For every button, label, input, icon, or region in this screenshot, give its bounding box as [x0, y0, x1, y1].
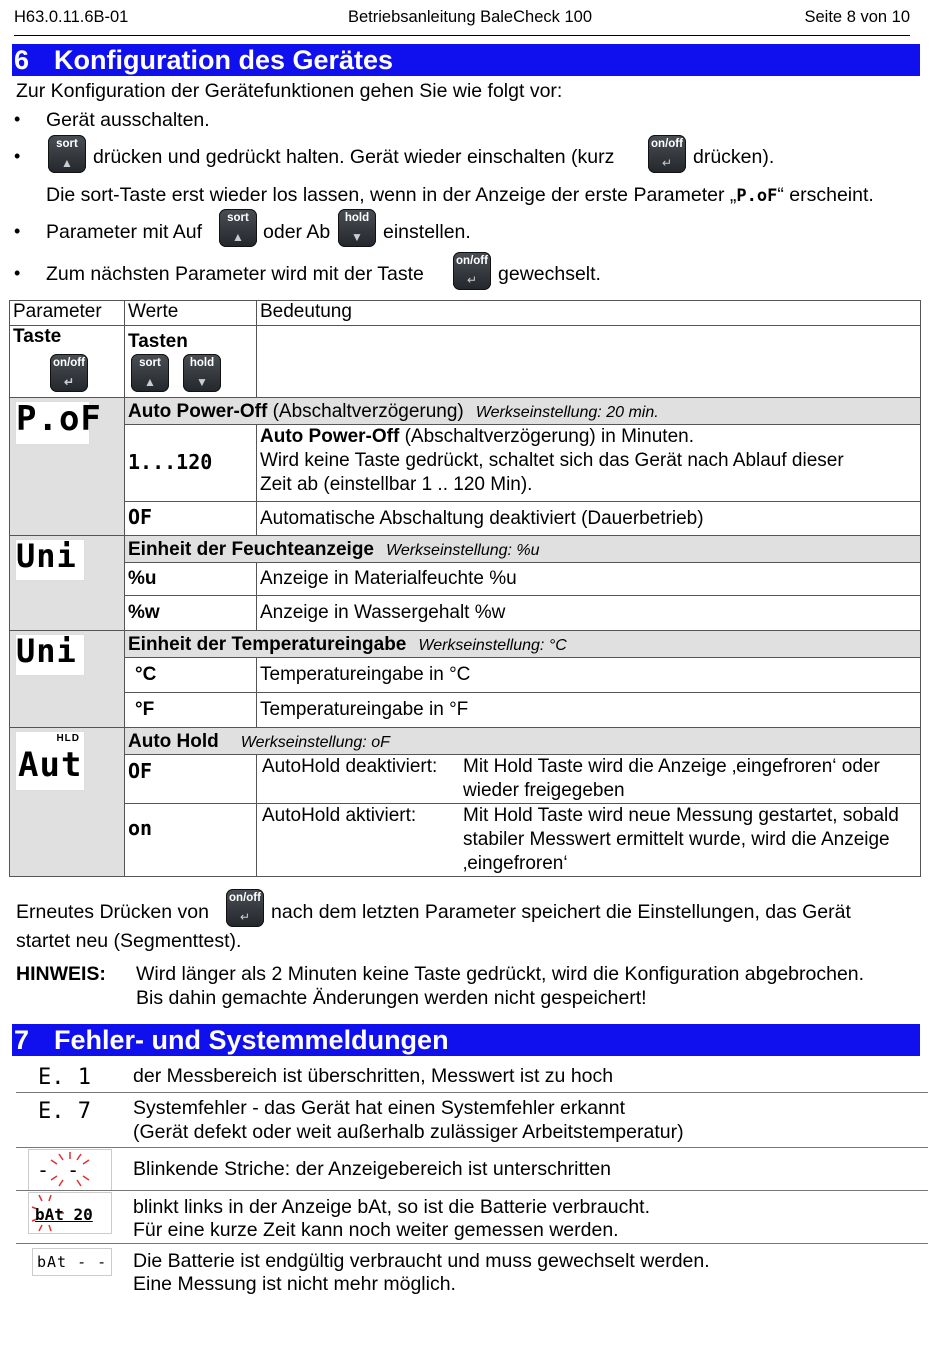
table-row	[10, 502, 921, 536]
meaning-cell: Auto Power-Off (Abschaltverzögerung) in Minuten. Wird keine Taste gedrückt, schaltet sich das Gerät nach Ablauf dieser Zeit ab (einstellbar 1 .. 120 Min).	[257, 425, 921, 502]
param-cell-uni2	[10, 631, 125, 728]
lcd-error-e7: E. 7	[38, 1099, 91, 1124]
param-cell-uni1	[10, 536, 125, 631]
table-row	[10, 658, 921, 693]
hold-key-icon: hold ▼	[338, 209, 376, 247]
meaning-cell: Anzeige in Wassergehalt %w	[257, 596, 921, 631]
onoff-key-icon: on/off ↵	[50, 354, 88, 392]
value-cell: OF	[125, 755, 257, 804]
table-row	[10, 693, 921, 728]
lcd-uni: Uni	[15, 634, 85, 676]
table-row	[10, 425, 921, 502]
section-6-title: Konfiguration des Gerätes	[54, 45, 394, 75]
step-next-param: Zum nächsten Parameter wird mit der Taste	[46, 263, 424, 285]
row-divider	[16, 1147, 928, 1148]
table-row-aut-title	[10, 728, 921, 755]
sort-key-icon: sort ▲	[48, 135, 86, 173]
meaning-cell: Temperatureingabe in °C	[257, 658, 921, 693]
lcd-uni: Uni	[15, 539, 85, 581]
step-adjust-end: einstellen.	[383, 221, 471, 243]
bullet-dot: •	[14, 221, 21, 241]
restart-note-cont: nach dem letzten Parameter speichert die Einstellungen, das Gerät	[271, 901, 851, 923]
hold-key-icon: hold ▼	[183, 354, 221, 392]
hint-line-1: Wird länger als 2 Minuten keine Taste gedrückt, wird die Konfiguration abgebrochen.	[136, 963, 865, 985]
lcd-aut	[15, 731, 85, 791]
col-header-bedeutung: Bedeutung	[257, 301, 921, 326]
error-bat-dead-line-1: Die Batterie ist endgültig verbraucht und muss gewechselt werden.	[133, 1250, 710, 1272]
uni2-title: Einheit der Temperatureingabe Werkseinstellung: °C	[125, 631, 921, 658]
lcd-battery-dead: bAt - -	[32, 1248, 112, 1276]
table-row-pof-title	[10, 398, 921, 425]
keys-cell-tasten: Tasten sort ▲ hold ▼	[125, 326, 257, 398]
step-adjust-up: Parameter mit Auf	[46, 221, 203, 243]
lcd-error-e1: E. 1	[38, 1065, 91, 1090]
meaning-cell: AutoHold deaktiviert: Mit Hold Taste wird die Anzeige ‚eingefroren‘ oder wieder freigegeben	[257, 755, 921, 804]
onoff-key-icon: on/off ↵	[226, 889, 264, 927]
error-bat-blink-line-2: Für eine kurze Zeit kann noch weiter gemessen werden.	[133, 1219, 619, 1241]
row-divider	[16, 1243, 928, 1244]
meaning-cell: Automatische Abschaltung deaktiviert (Dauerbetrieb)	[257, 502, 921, 536]
step-power-off: Gerät ausschalten.	[46, 109, 210, 131]
lcd-aut-text: Aut	[18, 745, 83, 785]
value-cell: %u	[125, 563, 257, 596]
value-cell	[125, 425, 257, 502]
aut-title: Auto Hold Werkseinstellung: oF	[125, 728, 921, 755]
restart-note-end: startet neu (Segmenttest).	[16, 930, 242, 952]
sort-key-icon: sort ▲	[131, 354, 169, 392]
bullet-dot: •	[14, 109, 21, 129]
param-cell-pof	[10, 398, 125, 536]
lcd-code-pof: P.oF	[736, 186, 778, 206]
lcd-range: 1...120	[128, 449, 213, 474]
value-cell: on	[125, 804, 257, 877]
table-row	[10, 755, 921, 804]
table-row	[10, 804, 921, 877]
step-next-end: gewechselt.	[498, 263, 601, 285]
section-6-intro: Zur Konfiguration der Gerätefunktionen gehen Sie wie folgt vor:	[16, 80, 563, 102]
col-header-werte: Werte	[125, 301, 257, 326]
error-e7-line-1: Systemfehler - das Gerät hat einen Systemfehler erkannt	[133, 1097, 626, 1119]
keys-cell-taste: Taste on/off ↵	[10, 326, 125, 398]
lcd-pof: P.oF	[15, 401, 90, 445]
bullet-dot: •	[14, 263, 21, 283]
bullet-dot: •	[14, 146, 21, 166]
onoff-key-icon: on/off ↵	[648, 135, 686, 173]
table-row	[10, 563, 921, 596]
pof-title: Auto Power-Off (Abschaltverzögerung) Werkseinstellung: 20 min.	[125, 398, 921, 425]
col-header-parameter: Parameter	[10, 301, 125, 326]
keys-cell-empty	[257, 326, 921, 398]
value-cell: °F	[125, 693, 257, 728]
uni1-title: Einheit der Feuchteanzeige Werkseinstellung: %u	[125, 536, 921, 563]
error-e1-text: der Messbereich ist überschritten, Messwert ist zu hoch	[133, 1065, 614, 1087]
hint-line-2: Bis dahin gemachte Änderungen werden nicht gespeichert!	[136, 987, 647, 1009]
param-cell-aut	[10, 728, 125, 877]
table-row-uni1-title	[10, 536, 921, 563]
step-adjust-down: oder Ab	[263, 221, 331, 243]
hint-label: HINWEIS:	[16, 963, 106, 985]
meaning-cell: AutoHold aktiviert: Mit Hold Taste wird neue Messung gestartet, sobald stabiler Messwert ermittelt wurde, wird die Anzeige ‚eingefroren‘	[257, 804, 921, 877]
step-release-sort: Die sort-Taste erst wieder los lassen, wenn in der Anzeige der erste Parameter „P.oF“ erscheint.	[46, 184, 874, 206]
step-hold-sort: drücken und gedrückt halten. Gerät wieder einschalten (kurz	[93, 146, 615, 168]
row-divider	[16, 1190, 928, 1191]
doc-id: H63.0.11.6B-01	[14, 8, 129, 26]
lcd-hld-tag: HLD	[56, 733, 80, 744]
value-cell: °C	[125, 658, 257, 693]
table-header-row	[10, 301, 921, 326]
lcd-blinking-dashes: - -	[28, 1149, 112, 1191]
step-press-text: drücken).	[693, 146, 775, 168]
config-table	[9, 300, 921, 877]
row-divider	[16, 1092, 928, 1093]
header-divider	[14, 35, 910, 36]
table-keys-row	[10, 326, 921, 398]
section-6-number: 6	[14, 45, 30, 75]
meaning-cell: Anzeige in Materialfeuchte %u	[257, 563, 921, 596]
value-cell: OF	[125, 502, 257, 536]
restart-note: Erneutes Drücken von	[16, 901, 209, 923]
section-7-number: 7	[14, 1025, 30, 1055]
table-row	[10, 596, 921, 631]
table-row-uni2-title	[10, 631, 921, 658]
error-bat-blink-line-1: blinkt links in der Anzeige bAt, so ist die Batterie verbraucht.	[133, 1196, 651, 1218]
onoff-key-icon: on/off ↵	[453, 252, 491, 290]
value-cell: %w	[125, 596, 257, 631]
error-bat-dead-line-2: Eine Messung ist nicht mehr möglich.	[133, 1273, 456, 1295]
error-e7-line-2: (Gerät defekt oder weit außerhalb zulässiger Arbeitstemperatur)	[133, 1121, 684, 1143]
section-7-title: Fehler- und Systemmeldungen	[54, 1025, 449, 1055]
doc-title: Betriebsanleitung BaleCheck 100	[348, 8, 592, 26]
section-6-heading	[12, 44, 920, 76]
page-number: Seite 8 von 10	[804, 8, 910, 26]
sort-key-icon: sort ▲	[219, 209, 257, 247]
section-7-heading	[12, 1024, 920, 1056]
lcd-battery-blink: bAt 20	[28, 1192, 112, 1234]
meaning-cell: Temperatureingabe in °F	[257, 693, 921, 728]
error-dashes-text: Blinkende Striche: der Anzeigebereich ist unterschritten	[133, 1158, 612, 1180]
